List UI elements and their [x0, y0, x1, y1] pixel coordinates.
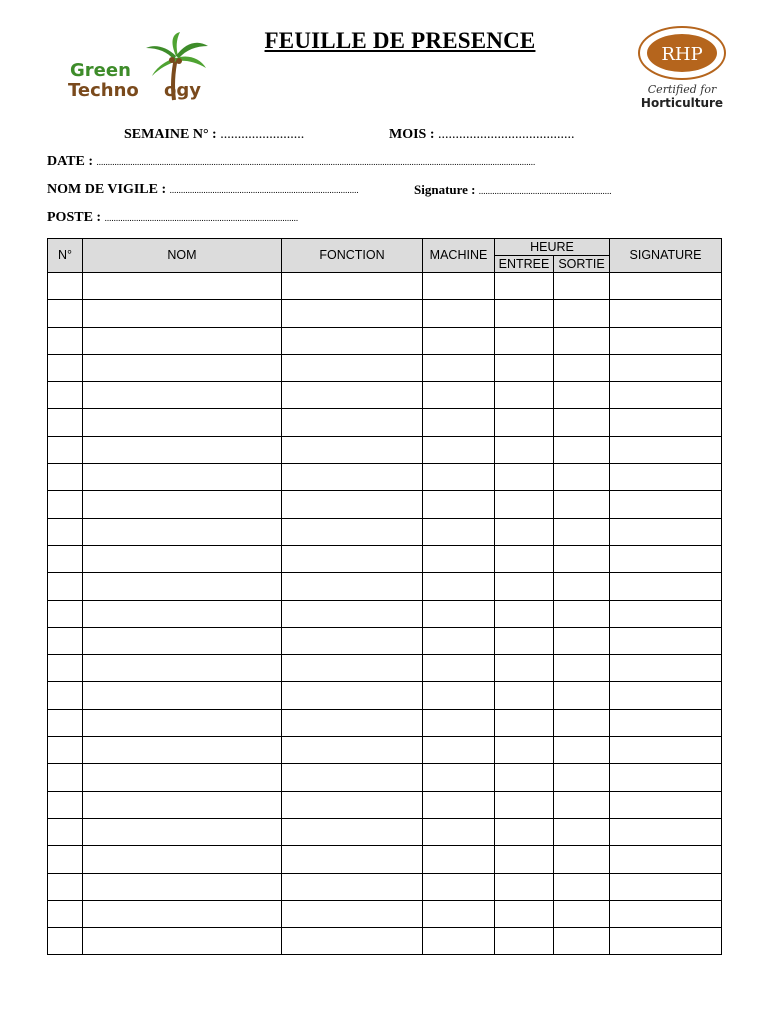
cell-fonction[interactable]	[282, 518, 423, 545]
cell-fonction[interactable]	[282, 655, 423, 682]
cell-fonction[interactable]	[282, 573, 423, 600]
cell-signature[interactable]	[610, 382, 722, 409]
cell-sortie[interactable]	[554, 300, 610, 327]
rhp-seal-text: RHP	[661, 44, 703, 65]
cell-signature[interactable]	[610, 846, 722, 873]
cell-nom[interactable]	[83, 846, 282, 873]
cell-entree[interactable]	[495, 600, 554, 627]
cell-num[interactable]	[48, 573, 83, 600]
cell-sortie[interactable]	[554, 382, 610, 409]
cell-sortie[interactable]	[554, 682, 610, 709]
cell-nom[interactable]	[83, 791, 282, 818]
cell-sortie[interactable]	[554, 354, 610, 381]
cell-num[interactable]	[48, 627, 83, 654]
cell-num[interactable]	[48, 464, 83, 491]
cell-machine[interactable]	[423, 573, 495, 600]
cell-num[interactable]	[48, 327, 83, 354]
cell-sortie[interactable]	[554, 409, 610, 436]
cell-signature[interactable]	[610, 709, 722, 736]
cell-nom[interactable]	[83, 409, 282, 436]
cell-machine[interactable]	[423, 655, 495, 682]
cell-sortie[interactable]	[554, 928, 610, 955]
cell-sortie[interactable]	[554, 791, 610, 818]
table-row	[48, 846, 722, 873]
table-row	[48, 573, 722, 600]
cell-fonction[interactable]	[282, 873, 423, 900]
cell-machine[interactable]	[423, 382, 495, 409]
cell-machine[interactable]	[423, 518, 495, 545]
cell-fonction[interactable]	[282, 682, 423, 709]
cell-nom[interactable]	[83, 627, 282, 654]
table-row	[48, 791, 722, 818]
cell-num[interactable]	[48, 928, 83, 955]
cell-signature[interactable]	[610, 518, 722, 545]
cell-sortie[interactable]	[554, 491, 610, 518]
table-row	[48, 737, 722, 764]
cell-signature[interactable]	[610, 327, 722, 354]
header-machine	[423, 239, 495, 273]
cell-sortie[interactable]	[554, 436, 610, 463]
cell-sortie[interactable]	[554, 655, 610, 682]
cell-num[interactable]	[48, 709, 83, 736]
cell-fonction[interactable]	[282, 409, 423, 436]
cell-sortie[interactable]	[554, 464, 610, 491]
cell-num[interactable]	[48, 545, 83, 572]
cell-signature[interactable]	[610, 409, 722, 436]
cell-nom[interactable]	[83, 464, 282, 491]
cell-sortie[interactable]	[554, 327, 610, 354]
cell-signature[interactable]	[610, 354, 722, 381]
cell-nom[interactable]	[83, 900, 282, 927]
cell-machine[interactable]	[423, 491, 495, 518]
cell-machine[interactable]	[423, 900, 495, 927]
cell-fonction[interactable]	[282, 627, 423, 654]
cell-nom[interactable]	[83, 818, 282, 845]
cell-fonction[interactable]	[282, 818, 423, 845]
cell-fonction[interactable]	[282, 928, 423, 955]
cell-signature[interactable]	[610, 873, 722, 900]
cell-num[interactable]	[48, 682, 83, 709]
cell-signature[interactable]	[610, 545, 722, 572]
cell-machine[interactable]	[423, 409, 495, 436]
cell-signature[interactable]	[610, 900, 722, 927]
rhp-certification-logo	[630, 25, 735, 113]
cell-entree[interactable]	[495, 300, 554, 327]
cell-nom[interactable]	[83, 709, 282, 736]
table-row	[48, 600, 722, 627]
cell-nom[interactable]	[83, 382, 282, 409]
cell-num[interactable]	[48, 818, 83, 845]
cell-signature[interactable]	[610, 764, 722, 791]
cell-nom[interactable]	[83, 737, 282, 764]
header-machine-label: MACHINE	[429, 248, 488, 262]
poste-label: POSTE :	[47, 210, 102, 225]
cell-num[interactable]	[48, 737, 83, 764]
signature-dots: ...........................................................	[478, 186, 612, 196]
cell-num[interactable]	[48, 436, 83, 463]
cell-nom[interactable]	[83, 873, 282, 900]
date-dots: ...................................................................................................................................................................................................	[96, 157, 536, 167]
cell-machine[interactable]	[423, 627, 495, 654]
cell-fonction[interactable]	[282, 300, 423, 327]
table-row	[48, 300, 722, 327]
table-row	[48, 682, 722, 709]
cell-num[interactable]	[48, 382, 83, 409]
cell-signature[interactable]	[610, 491, 722, 518]
cell-num[interactable]	[48, 354, 83, 381]
cell-machine[interactable]	[423, 764, 495, 791]
cell-nom[interactable]	[83, 300, 282, 327]
cell-nom[interactable]	[83, 436, 282, 463]
cell-nom[interactable]	[83, 518, 282, 545]
cell-fonction[interactable]	[282, 436, 423, 463]
cell-num[interactable]	[48, 491, 83, 518]
cell-signature[interactable]	[610, 573, 722, 600]
table-row	[48, 273, 722, 300]
date-field[interactable]	[47, 154, 535, 170]
cell-entree[interactable]	[495, 409, 554, 436]
header-signature: SIGNATURE	[610, 239, 722, 273]
mois-label: MOIS :	[389, 127, 435, 142]
table-row	[48, 436, 722, 463]
table-row	[48, 627, 722, 654]
table-row	[48, 818, 722, 845]
cell-nom[interactable]	[83, 491, 282, 518]
header-entree: ENTREE	[495, 256, 554, 273]
cell-entree[interactable]	[495, 327, 554, 354]
table-row	[48, 464, 722, 491]
cell-entree[interactable]	[495, 928, 554, 955]
mois-field[interactable]	[389, 127, 575, 143]
cell-nom[interactable]	[83, 545, 282, 572]
logo-text-ogy: ogy	[164, 80, 201, 101]
cell-machine[interactable]	[423, 682, 495, 709]
cell-fonction[interactable]	[282, 354, 423, 381]
cell-signature[interactable]	[610, 682, 722, 709]
logo-text-techno: Techno	[68, 80, 139, 101]
cell-entree[interactable]	[495, 518, 554, 545]
cell-machine[interactable]	[423, 791, 495, 818]
cell-machine[interactable]	[423, 300, 495, 327]
cell-entree[interactable]	[495, 655, 554, 682]
cell-machine[interactable]	[423, 354, 495, 381]
header-fonction: FONCTION	[282, 239, 423, 273]
cell-sortie[interactable]	[554, 627, 610, 654]
cell-signature[interactable]	[610, 273, 722, 300]
cell-entree[interactable]	[495, 791, 554, 818]
cell-num[interactable]	[48, 900, 83, 927]
cell-sortie[interactable]	[554, 818, 610, 845]
attendance-table-body	[48, 273, 722, 955]
semaine-field[interactable]	[124, 127, 304, 143]
cell-num[interactable]	[48, 409, 83, 436]
poste-field[interactable]	[47, 210, 298, 226]
table-row	[48, 655, 722, 682]
cell-num[interactable]	[48, 300, 83, 327]
cell-sortie[interactable]	[554, 764, 610, 791]
mois-dots: .......................................	[438, 127, 575, 142]
cell-num[interactable]	[48, 600, 83, 627]
table-row	[48, 409, 722, 436]
cell-machine[interactable]	[423, 327, 495, 354]
signature-field[interactable]	[414, 182, 612, 198]
table-row	[48, 709, 722, 736]
cell-nom[interactable]	[83, 600, 282, 627]
cell-machine[interactable]	[423, 464, 495, 491]
cell-entree[interactable]	[495, 436, 554, 463]
vigile-dots: ....................................................................................	[169, 185, 359, 195]
cell-nom[interactable]	[83, 354, 282, 381]
poste-dots: ......................................................................................	[104, 213, 299, 223]
page-title: FEUILLE DE PRESENCE	[264, 28, 536, 53]
cell-signature[interactable]	[610, 818, 722, 845]
cell-num[interactable]	[48, 873, 83, 900]
cell-fonction[interactable]	[282, 737, 423, 764]
table-row	[48, 873, 722, 900]
table-row	[48, 491, 722, 518]
cell-signature[interactable]	[610, 791, 722, 818]
cell-machine[interactable]	[423, 273, 495, 300]
signature-label: Signature :	[414, 182, 476, 197]
cell-fonction[interactable]	[282, 900, 423, 927]
cell-num[interactable]	[48, 273, 83, 300]
cell-entree[interactable]	[495, 846, 554, 873]
rhp-certified-text: Certified for	[647, 83, 717, 96]
rhp-horticulture-text: Horticulture	[640, 96, 724, 110]
cell-nom[interactable]	[83, 928, 282, 955]
cell-entree[interactable]	[495, 709, 554, 736]
cell-entree[interactable]	[495, 900, 554, 927]
cell-signature[interactable]	[610, 300, 722, 327]
cell-signature[interactable]	[610, 627, 722, 654]
cell-machine[interactable]	[423, 709, 495, 736]
cell-machine[interactable]	[423, 600, 495, 627]
cell-entree[interactable]	[495, 682, 554, 709]
cell-entree[interactable]	[495, 627, 554, 654]
cell-fonction[interactable]	[282, 600, 423, 627]
cell-entree[interactable]	[495, 818, 554, 845]
cell-signature[interactable]	[610, 737, 722, 764]
cell-signature[interactable]	[610, 464, 722, 491]
cell-signature[interactable]	[610, 436, 722, 463]
cell-fonction[interactable]	[282, 764, 423, 791]
cell-sortie[interactable]	[554, 846, 610, 873]
cell-machine[interactable]	[423, 436, 495, 463]
cell-nom[interactable]	[83, 764, 282, 791]
header-sortie: SORTIE	[554, 256, 610, 273]
cell-fonction[interactable]	[282, 273, 423, 300]
header-num: N°	[48, 239, 83, 273]
cell-sortie[interactable]	[554, 709, 610, 736]
cell-sortie[interactable]	[554, 873, 610, 900]
cell-machine[interactable]	[423, 873, 495, 900]
cell-fonction[interactable]	[282, 846, 423, 873]
table-row	[48, 928, 722, 955]
table-row	[48, 354, 722, 381]
cell-nom[interactable]	[83, 273, 282, 300]
cell-sortie[interactable]	[554, 273, 610, 300]
cell-machine[interactable]	[423, 928, 495, 955]
table-row	[48, 327, 722, 354]
vigile-field[interactable]	[47, 182, 359, 198]
cell-machine[interactable]	[423, 818, 495, 845]
header-heure: HEURE	[495, 239, 610, 256]
cell-machine[interactable]	[423, 545, 495, 572]
table-row	[48, 764, 722, 791]
cell-fonction[interactable]	[282, 491, 423, 518]
semaine-label: SEMAINE N° :	[124, 127, 217, 142]
cell-sortie[interactable]	[554, 545, 610, 572]
table-row	[48, 382, 722, 409]
cell-entree[interactable]	[495, 764, 554, 791]
cell-nom[interactable]	[83, 682, 282, 709]
cell-signature[interactable]	[610, 600, 722, 627]
vigile-label: NOM DE VIGILE :	[47, 182, 167, 197]
cell-machine[interactable]	[423, 737, 495, 764]
cell-num[interactable]	[48, 655, 83, 682]
cell-entree[interactable]	[495, 873, 554, 900]
cell-entree[interactable]	[495, 354, 554, 381]
table-row	[48, 545, 722, 572]
cell-fonction[interactable]	[282, 791, 423, 818]
cell-entree[interactable]	[495, 491, 554, 518]
cell-num[interactable]	[48, 791, 83, 818]
cell-machine[interactable]	[423, 846, 495, 873]
cell-fonction[interactable]	[282, 545, 423, 572]
cell-entree[interactable]	[495, 573, 554, 600]
attendance-table	[47, 238, 722, 955]
cell-nom[interactable]	[83, 573, 282, 600]
logo-text-green: Green	[70, 60, 131, 81]
table-row	[48, 900, 722, 927]
semaine-dots: ........................	[220, 127, 305, 142]
cell-num[interactable]	[48, 518, 83, 545]
cell-signature[interactable]	[610, 928, 722, 955]
cell-fonction[interactable]	[282, 709, 423, 736]
cell-num[interactable]	[48, 846, 83, 873]
cell-sortie[interactable]	[554, 900, 610, 927]
cell-nom[interactable]	[83, 327, 282, 354]
cell-fonction[interactable]	[282, 464, 423, 491]
cell-fonction[interactable]	[282, 382, 423, 409]
header-nom: NOM	[83, 239, 282, 273]
cell-entree[interactable]	[495, 737, 554, 764]
cell-entree[interactable]	[495, 382, 554, 409]
cell-fonction[interactable]	[282, 327, 423, 354]
date-label: DATE :	[47, 154, 94, 169]
cell-signature[interactable]	[610, 655, 722, 682]
table-row	[48, 518, 722, 545]
cell-entree[interactable]	[495, 273, 554, 300]
cell-sortie[interactable]	[554, 573, 610, 600]
cell-num[interactable]	[48, 764, 83, 791]
cell-sortie[interactable]	[554, 518, 610, 545]
cell-nom[interactable]	[83, 655, 282, 682]
cell-sortie[interactable]	[554, 737, 610, 764]
cell-entree[interactable]	[495, 545, 554, 572]
cell-sortie[interactable]	[554, 600, 610, 627]
cell-entree[interactable]	[495, 464, 554, 491]
